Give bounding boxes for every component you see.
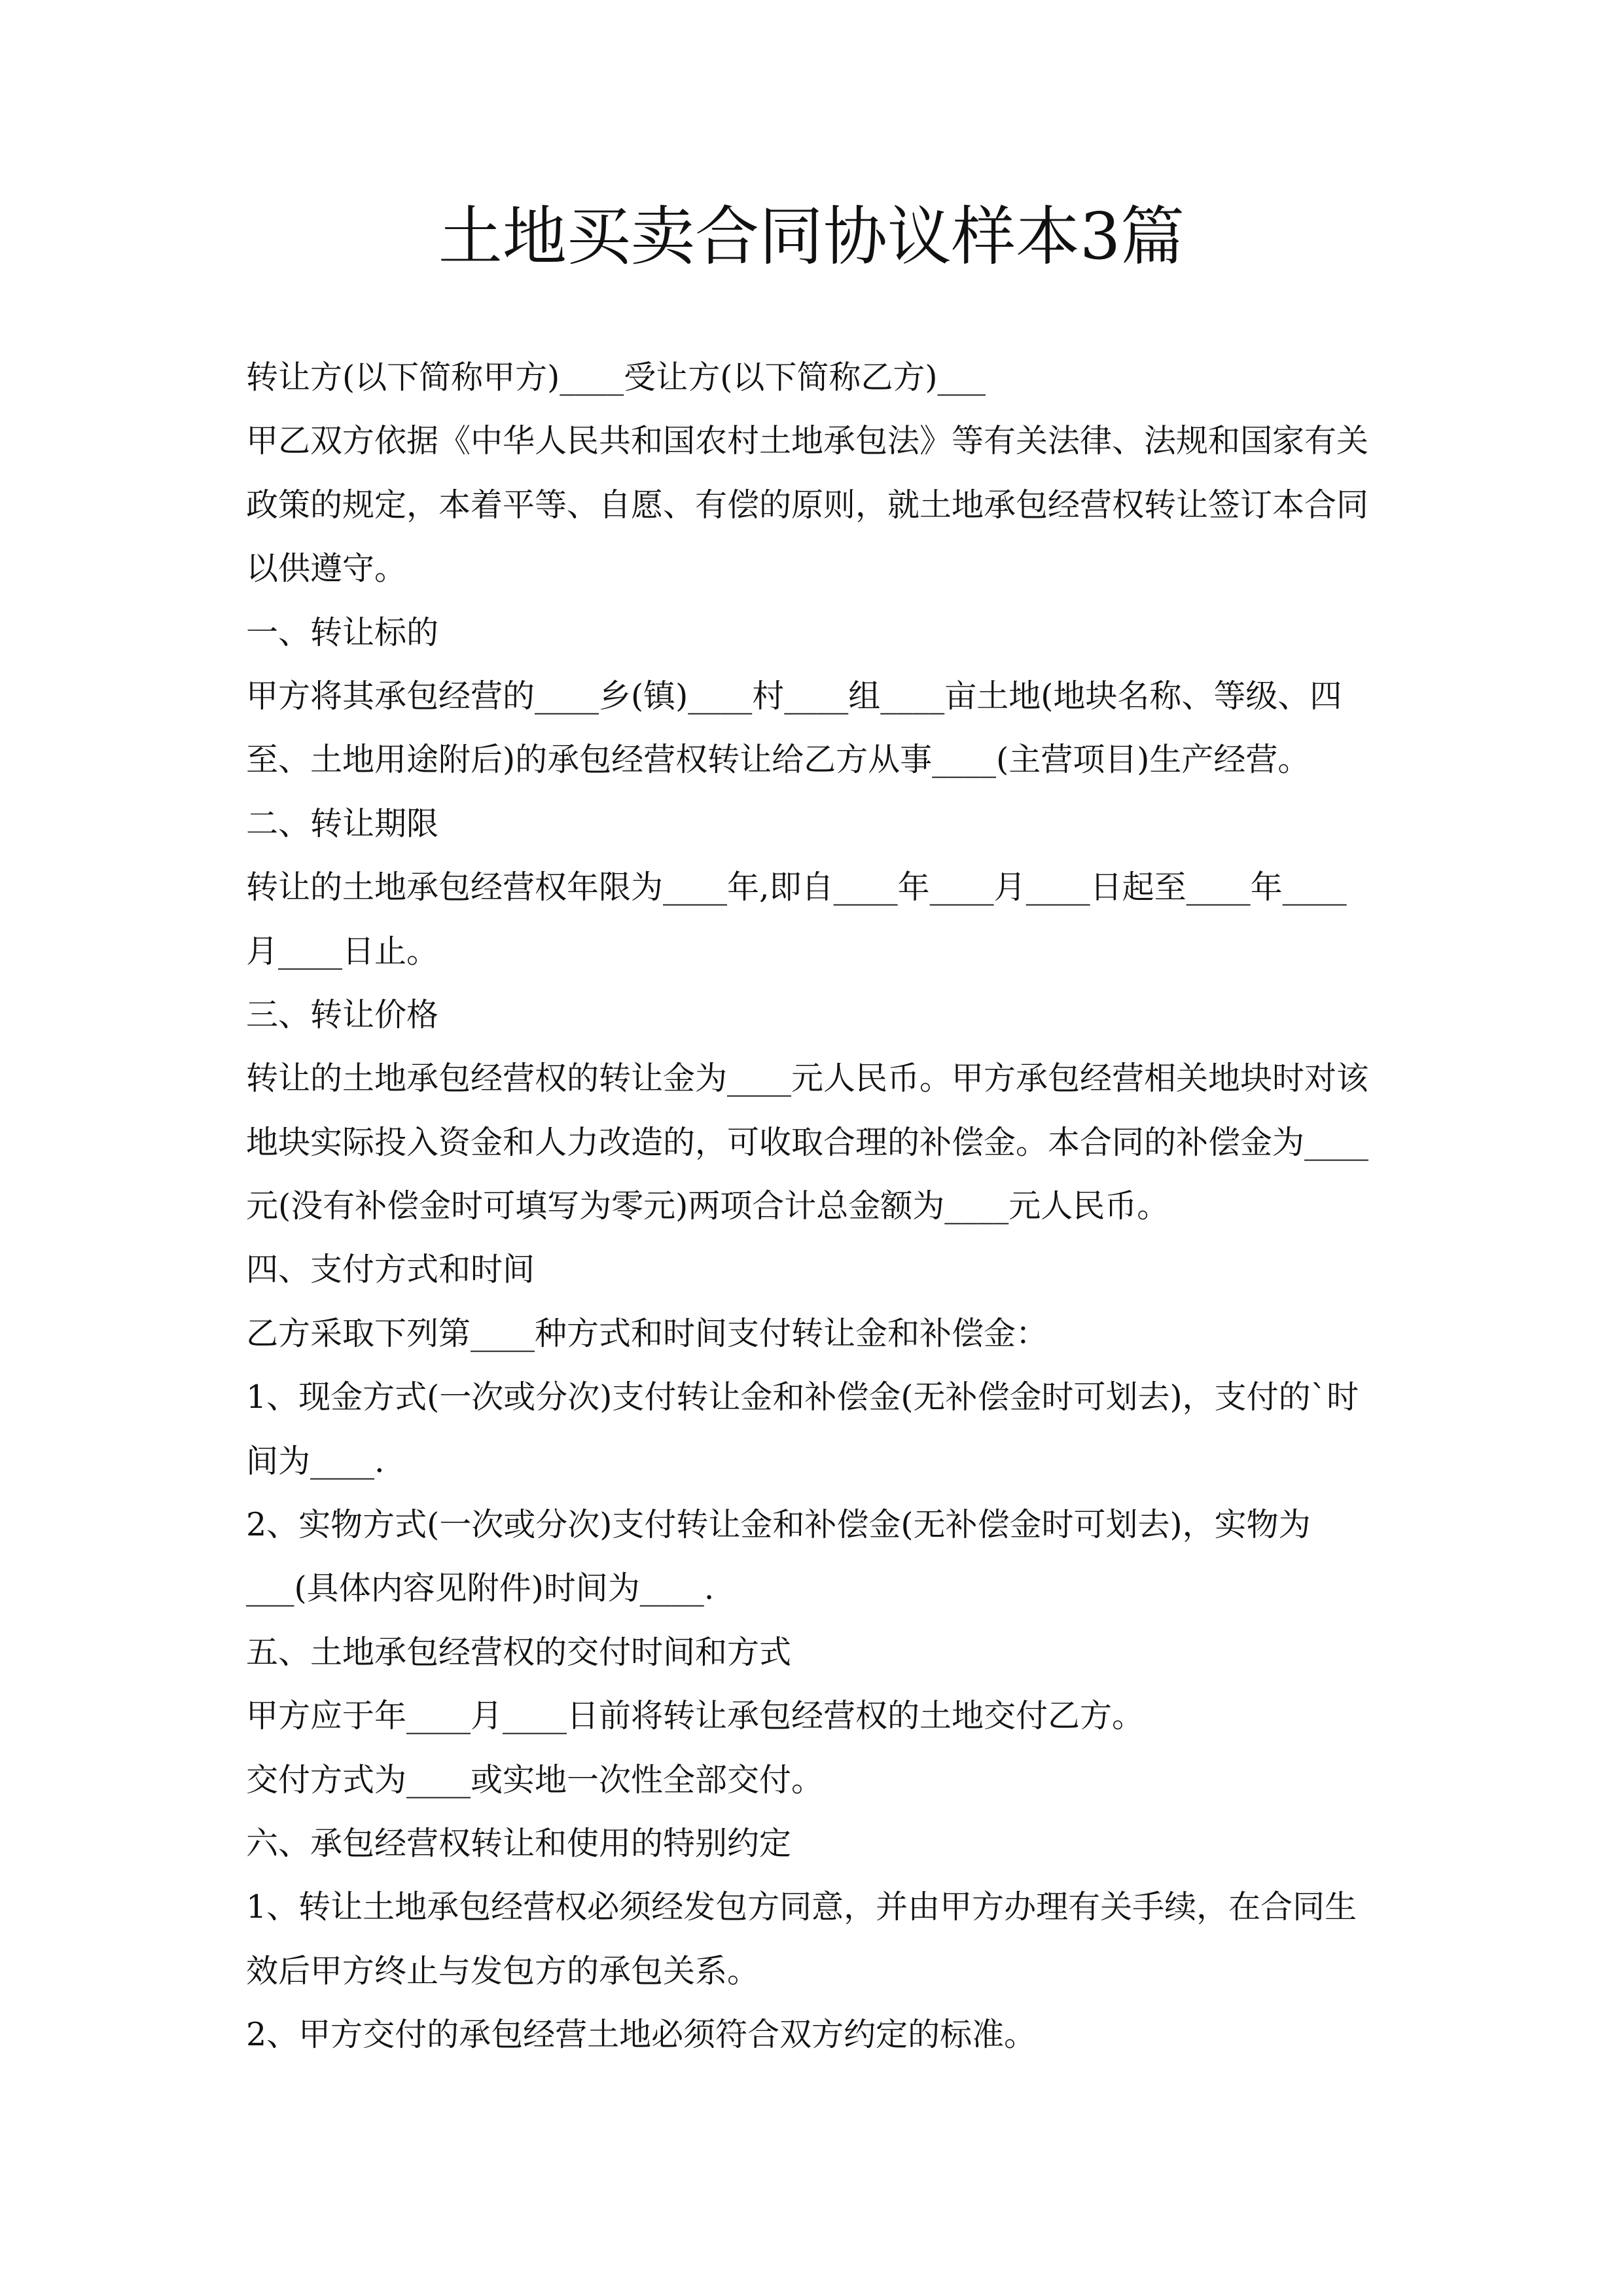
document-line: 转让的土地承包经营权年限为____年,即自____年____月____日起至____年____ <box>246 869 1347 906</box>
document-line: 六、承包经营权转让和使用的特别约定 <box>246 1824 792 1862</box>
document-line: ___(具体内容见附件)时间为____. <box>246 1570 715 1607</box>
document-title: 土地买卖合同协议样本3篇 <box>438 200 1185 274</box>
document-line: 2、甲方交付的承包经营土地必须符合双方约定的标准。 <box>246 2016 1037 2054</box>
document-line: 元(没有补偿金时可填写为零元)两项合计总金额为____元人民币。 <box>246 1187 1169 1225</box>
document-line: 乙方采取下列第____种方式和时间支付转让金和补偿金： <box>246 1314 1048 1352</box>
document-line: 甲方应于年____月____日前将转让承包经营权的土地交付乙方。 <box>246 1697 1145 1735</box>
document-body <box>246 346 1385 2067</box>
document-line: 1、转让土地承包经营权必须经发包方同意，并由甲方办理有关手续，在合同生 <box>246 1888 1357 1926</box>
document-line: 以供遵守。 <box>246 550 407 588</box>
document-line: 2、实物方式(一次或分次)支付转让金和补偿金(无补偿金时可划去)，实物为 <box>246 1506 1311 1544</box>
document-line: 至、土地用途附后)的承包经营权转让给乙方从事____(主营项目)生产经营。 <box>246 741 1310 779</box>
document-line: 四、支付方式和时间 <box>246 1251 535 1289</box>
document-line: 政策的规定，本着平等、自愿、有偿的原则，就土地承包经营权转让签订本合同 <box>246 486 1369 524</box>
document-line: 月____日止。 <box>246 932 439 970</box>
document-line: 间为____. <box>246 1442 385 1480</box>
document-line: 地块实际投入资金和人力改造的，可收取合理的补偿金。本合同的补偿金为____ <box>246 1123 1369 1161</box>
document-line: 1、现金方式(一次或分次)支付转让金和补偿金(无补偿金时可划去)，支付的`时 <box>246 1378 1359 1416</box>
document-line: 转让方(以下简称甲方)____受让方(以下简称乙方)___ <box>246 359 986 396</box>
document-line: 三、转让价格 <box>246 996 439 1033</box>
document-line: 交付方式为____或实地一次性全部交付。 <box>246 1761 824 1799</box>
document-line: 甲方将其承包经营的____乡(镇)____村____组____亩土地(地块名称、等级、四 <box>246 677 1342 715</box>
document-line: 五、土地承包经营权的交付时间和方式 <box>246 1633 792 1671</box>
document-line: 一、转让标的 <box>246 613 439 651</box>
document-line: 转让的土地承包经营权的转让金为____元人民币。甲方承包经营相关地块时对该 <box>246 1060 1369 1098</box>
document-line: 二、转让期限 <box>246 804 439 842</box>
document-line: 效后甲方终止与发包方的承包关系。 <box>246 1952 760 1990</box>
document-line: 甲乙双方依据《中华人民共和国农村土地承包法》等有关法律、法规和国家有关 <box>246 422 1369 460</box>
